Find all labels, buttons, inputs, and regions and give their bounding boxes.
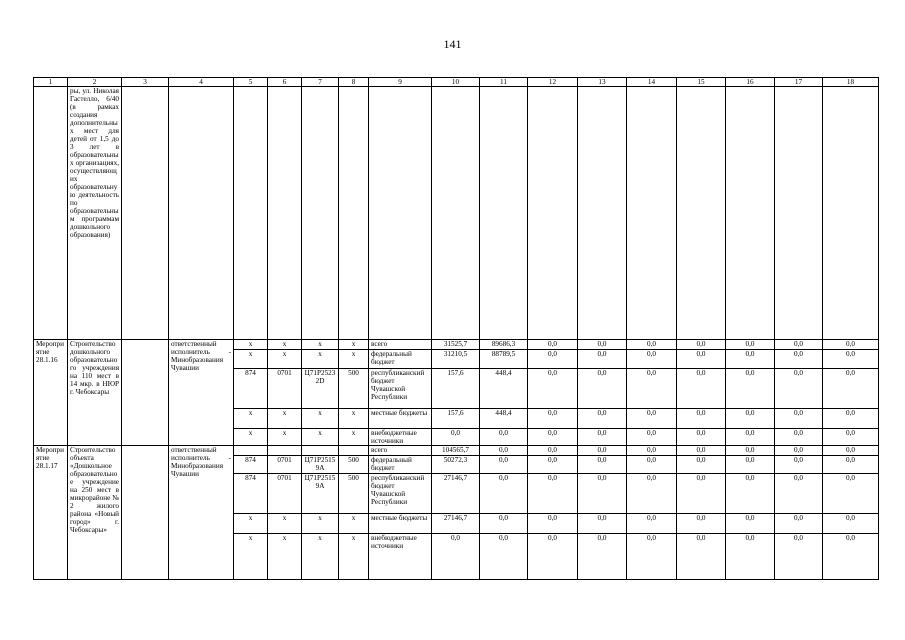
column-number: 16	[726, 78, 775, 87]
amount-cell: 0,0	[726, 369, 775, 409]
column-number: 14	[627, 78, 677, 87]
amount-cell: 0,0	[775, 456, 823, 474]
column-number: 3	[122, 78, 169, 87]
amount-cell: 0,0	[823, 514, 879, 534]
target-item-cell: Ц71Р25159А	[302, 456, 339, 474]
amount-cell: 0,0	[528, 534, 578, 580]
target-item-cell: x	[302, 429, 339, 446]
amount-cell: 0,0	[726, 514, 775, 534]
amount-cell: 0,0	[528, 456, 578, 474]
expense-type-cell: x	[339, 514, 369, 534]
amount-cell: 0,0	[823, 409, 879, 429]
amount-cell: 448,4	[480, 369, 528, 409]
continuation-cell	[480, 87, 528, 340]
amount-cell: 0,0	[480, 534, 528, 580]
section-code-cell: 0701	[268, 369, 302, 409]
amount-cell: 0,0	[578, 350, 627, 369]
column-number: 18	[823, 78, 879, 87]
column-number: 2	[68, 78, 122, 87]
amount-cell: 0,0	[677, 350, 726, 369]
section-code-cell	[268, 446, 302, 456]
column-number: 12	[528, 78, 578, 87]
target-item-cell: x	[302, 350, 339, 369]
column-number-row	[34, 78, 879, 87]
funding-row	[34, 446, 879, 456]
column-number: 4	[169, 78, 234, 87]
amount-cell: 0,0	[578, 456, 627, 474]
continuation-cell	[775, 87, 823, 340]
amount-cell: 0,0	[775, 350, 823, 369]
funding-row	[34, 340, 879, 350]
continuation-cell	[677, 87, 726, 340]
expense-type-cell: x	[339, 350, 369, 369]
target-item-cell	[302, 446, 339, 456]
funding-source-cell: всего	[369, 446, 432, 456]
amount-cell: 0,0	[528, 429, 578, 446]
expense-type-cell: x	[339, 340, 369, 350]
continuation-cell	[302, 87, 339, 340]
amount-cell: 89686,3	[480, 340, 528, 350]
expense-type-cell	[339, 446, 369, 456]
amount-cell: 0,0	[677, 429, 726, 446]
amount-cell: 0,0	[627, 429, 677, 446]
page-number: 141	[443, 37, 462, 51]
continuation-cell	[234, 87, 268, 340]
amount-cell: 0,0	[627, 456, 677, 474]
amount-cell: 0,0	[627, 514, 677, 534]
funding-source-cell: местные бюджеты	[369, 514, 432, 534]
amount-cell: 0,0	[726, 409, 775, 429]
amount-cell: 0,0	[578, 369, 627, 409]
amount-cell: 0,0	[480, 474, 528, 514]
amount-cell: 0,0	[627, 409, 677, 429]
target-item-cell: Ц71Р25232D	[302, 369, 339, 409]
amount-cell: 0,0	[726, 534, 775, 580]
target-item-cell: x	[302, 534, 339, 580]
continuation-cell	[34, 87, 68, 340]
continuation-cell	[268, 87, 302, 340]
executor-cell: ответственный исполнитель - Минобразования Чувашии	[169, 340, 234, 446]
amount-cell: 0,0	[677, 534, 726, 580]
continuation-cell	[726, 87, 775, 340]
amount-cell: 0,0	[480, 446, 528, 456]
expense-type-cell: 500	[339, 456, 369, 474]
budget-code-cell: x	[234, 340, 268, 350]
amount-cell: 0,0	[480, 429, 528, 446]
amount-cell: 0,0	[775, 429, 823, 446]
amount-cell: 0,0	[726, 340, 775, 350]
funding-source-cell: федеральный бюджет	[369, 350, 432, 369]
budget-code-cell: x	[234, 534, 268, 580]
amount-cell: 0,0	[528, 409, 578, 429]
program-funding-table	[33, 77, 879, 580]
amount-cell: 0,0	[627, 350, 677, 369]
funding-source-cell: республиканский бюджет Чувашской Республики	[369, 369, 432, 409]
amount-cell: 0,0	[823, 369, 879, 409]
amount-cell: 31525,7	[432, 340, 480, 350]
event-name-cell: Строительство объекта «Дошкольное образовательное учреждение на 250 мест в микрорайоне № 2 жилого района «Новый город» г. Чебоксары»	[68, 446, 122, 580]
amount-cell: 0,0	[775, 409, 823, 429]
amount-cell: 0,0	[775, 369, 823, 409]
amount-cell: 0,0	[627, 369, 677, 409]
continuation-description: ры, ул. Николая Гастелло, 6/40 (в рамках создания дополнительных мест для детей от 1,5 до 3 лет в образовательных организациях, осуществляющих образовательную деятельность по образовательным программам дошкольного образования)	[68, 87, 122, 340]
amount-cell: 0,0	[627, 340, 677, 350]
expense-type-cell: x	[339, 409, 369, 429]
section-code-cell: x	[268, 534, 302, 580]
amount-cell: 0,0	[528, 474, 578, 514]
section-code-cell: x	[268, 429, 302, 446]
event-number-cell: Мероприятие 28.1.17	[34, 446, 68, 580]
expense-type-cell: 500	[339, 474, 369, 514]
target-item-cell: x	[302, 514, 339, 534]
budget-code-cell: x	[234, 350, 268, 369]
amount-cell: 0,0	[627, 534, 677, 580]
budget-code-cell: x	[234, 514, 268, 534]
column-number: 6	[268, 78, 302, 87]
budget-code-cell: 874	[234, 369, 268, 409]
budget-code-cell: x	[234, 409, 268, 429]
amount-cell: 0,0	[775, 340, 823, 350]
continuation-cell	[823, 87, 879, 340]
funding-source-cell: республиканский бюджет Чувашской Республики	[369, 474, 432, 514]
funding-source-cell: внебюджетные источники	[369, 429, 432, 446]
amount-cell: 0,0	[578, 534, 627, 580]
amount-cell: 0,0	[578, 446, 627, 456]
amount-cell: 88789,5	[480, 350, 528, 369]
column-number: 10	[432, 78, 480, 87]
amount-cell: 0,0	[775, 446, 823, 456]
empty-cell	[122, 446, 169, 580]
continuation-cell	[627, 87, 677, 340]
column-number: 11	[480, 78, 528, 87]
funding-source-cell: федеральный бюджет	[369, 456, 432, 474]
amount-cell: 0,0	[677, 409, 726, 429]
amount-cell: 0,0	[528, 340, 578, 350]
amount-cell: 0,0	[726, 456, 775, 474]
amount-cell: 104565,7	[432, 446, 480, 456]
target-item-cell: x	[302, 340, 339, 350]
column-number: 7	[302, 78, 339, 87]
amount-cell: 27146,7	[432, 514, 480, 534]
amount-cell: 157,6	[432, 409, 480, 429]
amount-cell: 0,0	[775, 474, 823, 514]
section-code-cell: 0701	[268, 456, 302, 474]
amount-cell: 50272,3	[432, 456, 480, 474]
section-code-cell: x	[268, 350, 302, 369]
continuation-cell	[528, 87, 578, 340]
column-number: 5	[234, 78, 268, 87]
amount-cell: 0,0	[432, 429, 480, 446]
column-number: 9	[369, 78, 432, 87]
amount-cell: 0,0	[726, 429, 775, 446]
event-number-cell: Мероприятие 28.1.16	[34, 340, 68, 446]
budget-code-cell: x	[234, 429, 268, 446]
section-code-cell: x	[268, 409, 302, 429]
section-code-cell: x	[268, 514, 302, 534]
amount-cell: 0,0	[578, 474, 627, 514]
amount-cell: 0,0	[775, 514, 823, 534]
amount-cell: 0,0	[726, 350, 775, 369]
amount-cell: 0,0	[677, 456, 726, 474]
amount-cell: 0,0	[823, 446, 879, 456]
executor-cell: ответственный исполнитель - Минобразования Чувашии	[169, 446, 234, 580]
amount-cell: 0,0	[480, 456, 528, 474]
continuation-cell	[122, 87, 169, 340]
amount-cell: 0,0	[528, 350, 578, 369]
amount-cell: 0,0	[578, 429, 627, 446]
continuation-cell	[169, 87, 234, 340]
amount-cell: 0,0	[823, 350, 879, 369]
column-number: 8	[339, 78, 369, 87]
amount-cell: 0,0	[823, 429, 879, 446]
column-number: 13	[578, 78, 627, 87]
funding-source-cell: местные бюджеты	[369, 409, 432, 429]
expense-type-cell: x	[339, 534, 369, 580]
amount-cell: 0,0	[677, 514, 726, 534]
section-code-cell: 0701	[268, 474, 302, 514]
amount-cell: 27146,7	[432, 474, 480, 514]
budget-code-cell	[234, 446, 268, 456]
section-code-cell: x	[268, 340, 302, 350]
column-number: 17	[775, 78, 823, 87]
empty-cell	[122, 340, 169, 446]
amount-cell: 0,0	[627, 474, 677, 514]
amount-cell: 0,0	[528, 514, 578, 534]
budget-code-cell: 874	[234, 456, 268, 474]
amount-cell: 0,0	[578, 340, 627, 350]
amount-cell: 0,0	[528, 369, 578, 409]
amount-cell: 0,0	[823, 340, 879, 350]
continuation-cell	[339, 87, 369, 340]
continuation-cell	[578, 87, 627, 340]
amount-cell: 157,6	[432, 369, 480, 409]
amount-cell: 0,0	[578, 409, 627, 429]
amount-cell: 0,0	[823, 474, 879, 514]
amount-cell: 0,0	[677, 340, 726, 350]
amount-cell: 0,0	[677, 474, 726, 514]
event-name-cell: Строительство дошкольного образовательного учреждения на 110 мест в 14 мкр. в НЮР г. Чебоксары	[68, 340, 122, 446]
amount-cell: 0,0	[627, 446, 677, 456]
continuation-cell	[432, 87, 480, 340]
target-item-cell: x	[302, 409, 339, 429]
amount-cell: 31210,5	[432, 350, 480, 369]
continuation-cell	[369, 87, 432, 340]
amount-cell: 0,0	[726, 474, 775, 514]
amount-cell: 448,4	[480, 409, 528, 429]
amount-cell: 0,0	[823, 456, 879, 474]
amount-cell: 0,0	[823, 534, 879, 580]
funding-source-cell: всего	[369, 340, 432, 350]
expense-type-cell: x	[339, 429, 369, 446]
amount-cell: 0,0	[578, 514, 627, 534]
continuation-row	[34, 87, 879, 340]
amount-cell: 0,0	[528, 446, 578, 456]
amount-cell: 0,0	[432, 534, 480, 580]
budget-code-cell: 874	[234, 474, 268, 514]
column-number: 15	[677, 78, 726, 87]
amount-cell: 0,0	[726, 446, 775, 456]
amount-cell: 0,0	[677, 446, 726, 456]
funding-source-cell: внебюджетные источники	[369, 534, 432, 580]
target-item-cell: Ц71Р25159А	[302, 474, 339, 514]
amount-cell: 0,0	[480, 514, 528, 534]
expense-type-cell: 500	[339, 369, 369, 409]
column-number: 1	[34, 78, 68, 87]
amount-cell: 0,0	[677, 369, 726, 409]
amount-cell: 0,0	[775, 534, 823, 580]
